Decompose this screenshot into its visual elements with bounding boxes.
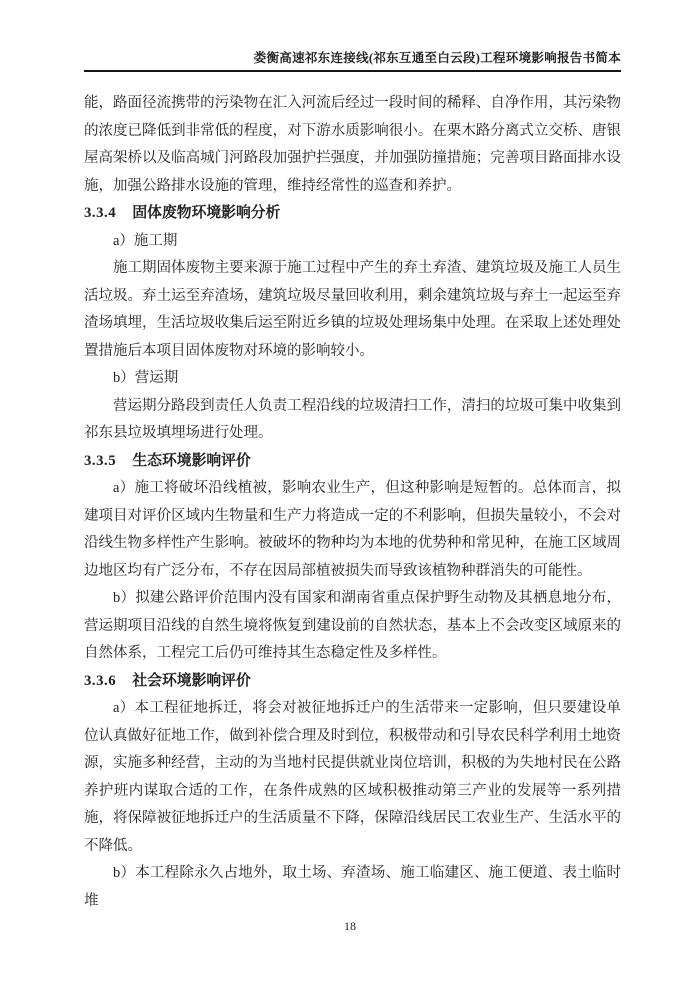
subheading-operation-period: b）营运期: [113, 370, 179, 386]
paragraph-ecology-b: b）拟建公路评价范围内没有国家和湖南省重点保护野生动物及其栖息地分布，营运期项目沿线的自然生境将恢复到建设前的自然状态，基本上不会改变区域原来的自然体系，工程完工后仍可维持其生态稳定性及多样性。: [84, 590, 621, 661]
subheading-construction-period: a）施工期: [113, 232, 178, 249]
section-heading-3-3-5: [84, 448, 621, 476]
paragraph-continuation: 能，路面径流携带的污染物在汇入河流后经过一段时间的稀释、自净作用，其污染物的浓度已降低到非常低的程度，对下游水质影响很小。在栗木路分离式立交桥、唐银屋高架桥以及临高城门河路段加强护拦强度，并加强防撞措施；完善项目路面排水设施，加强公路排水设施的管理，维持经常性的巡查和养护。: [84, 95, 621, 194]
paragraph-social-a: a）本工程征地拆迁，将会对被征地拆迁户的生活带来一定影响，但只要建设单位认真做好征地工作，做到补偿合理及时到位，积极带动和引导农民科学利用土地资源，实施多种经营，主动的为当地村民提供就业岗位培训，积极的为失地村民在公路养护班内谋取合适的工作，在条件成熟的区域积极推动第三产业的发展等一系列措施，将保障被征地拆迁户的生活质量不下降，保障沿线居民工农业生产、生活水平的不降低。: [84, 700, 621, 854]
section-title: 社会环境影响评价: [132, 672, 251, 689]
header-title: 娄衡高速祁东连接线(祁东互通至白云段)工程环境影响报告书简本: [253, 51, 621, 65]
section-number: 3.3.6: [84, 672, 117, 689]
page-footer: [0, 918, 700, 934]
section-heading-3-3-6: [84, 668, 621, 696]
paragraph-operation-solid-waste: 营运期分路段到责任人负责工程沿线的垃圾清扫工作，清扫的垃圾可集中收集到祁东县垃圾填埋场进行处理。: [84, 397, 621, 441]
section-number: 3.3.5: [84, 452, 117, 469]
page-header: [84, 50, 621, 72]
section-title: 固体废物环境影响分析: [132, 205, 281, 221]
section-number: 3.3.4: [84, 205, 117, 221]
header-rule: [84, 70, 621, 72]
document-body: [84, 90, 621, 915]
paragraph-social-b: b）本工程除永久占地外，取土场、弃渣场、施工临建区、施工便道、表土临时堆: [84, 865, 621, 909]
paragraph-ecology-a: a）施工将破坏沿线植被，影响农业生产，但这种影响是短暂的。总体而言，拟建项目对评价区域内生物量和生产力将造成一定的不利影响，但损失量较小，不会对沿线生物多样性产生影响。被破坏的物种均为本地的优势种和常见种，在施工区域周边地区均有广泛分布，不存在因局部植被损失而导致该植物种群消失的可能性。: [84, 480, 621, 579]
paragraph-construction-solid-waste: 施工期固体废物主要来源于施工过程中产生的弃土弃渣、建筑垃圾及施工人员生活垃圾。弃土运至弃渣场，建筑垃圾尽量回收利用，剩余建筑垃圾与弃土一起运至弃渣场填埋，生活垃圾收集后运至附近乡镇的垃圾处理场集中处理。在采取上述处理处置措施后本项目固体废物对环境的影响较小。: [84, 260, 621, 359]
section-title: 生态环境影响评价: [132, 452, 251, 469]
section-heading-3-3-4: [84, 200, 621, 228]
page-number: 18: [344, 919, 356, 933]
